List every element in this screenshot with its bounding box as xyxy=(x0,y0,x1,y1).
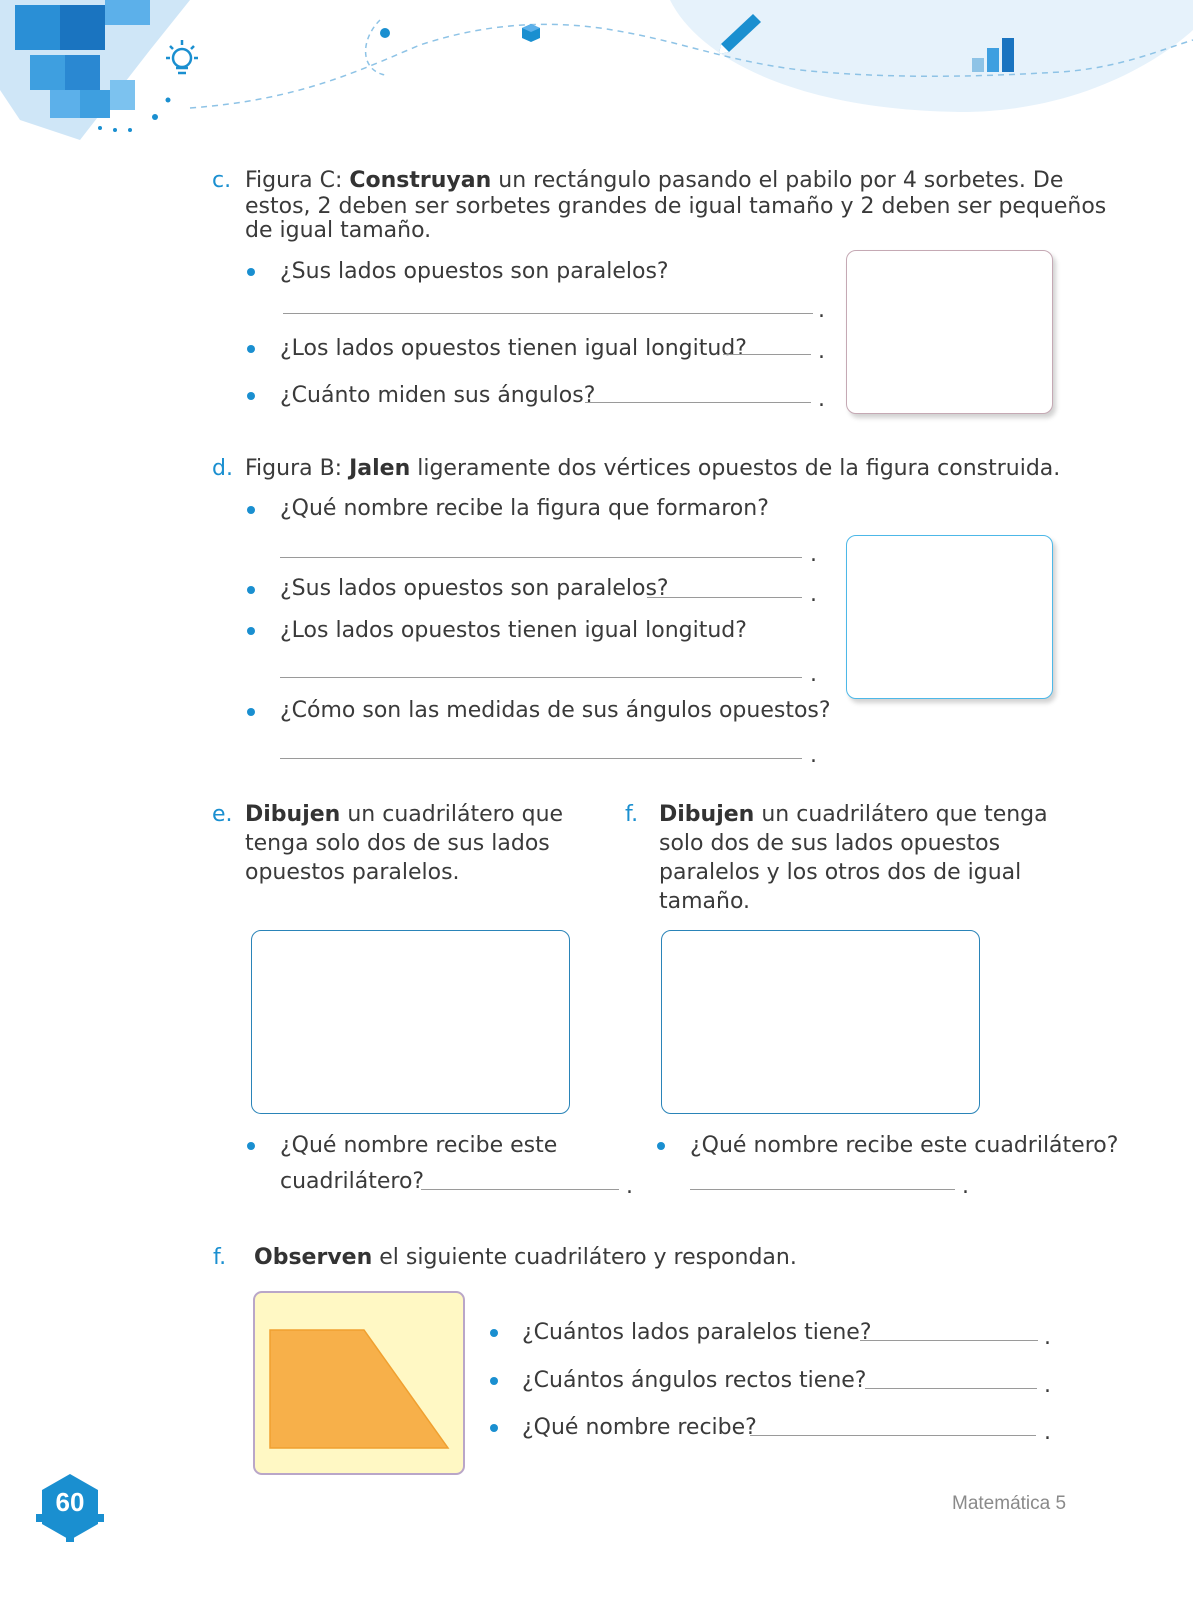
section-f1-letter: f. xyxy=(625,802,639,827)
section-f1-line2: solo dos de sus lados opuestos xyxy=(659,831,1001,856)
bullet xyxy=(247,268,255,276)
section-d-rest: ligeramente dos vértices opuestos de la figura construida. xyxy=(410,456,1061,481)
period: . xyxy=(962,1174,969,1199)
section-c-q2: ¿Los lados opuestos tienen igual longitud? xyxy=(280,336,747,361)
section-f1-verb: Dibujen xyxy=(659,802,755,827)
lightbulb-icon xyxy=(160,38,204,86)
book-title: Matemática 5 xyxy=(952,1493,1067,1514)
bullet xyxy=(247,345,255,353)
period: . xyxy=(818,298,825,323)
section-d-line1 xyxy=(212,456,1061,482)
answer-line-c3[interactable] xyxy=(585,402,811,403)
section-d-q3: ¿Los lados opuestos tienen igual longitud? xyxy=(280,618,747,643)
section-e-rest: un cuadrilátero que xyxy=(340,802,564,827)
section-c-letter: c. xyxy=(212,168,232,193)
page-number: 60 xyxy=(55,1487,85,1517)
trapezoid-figure xyxy=(252,1290,468,1482)
drawing-box-c[interactable] xyxy=(846,250,1053,414)
section-d-prefix: Figura B: xyxy=(245,456,350,481)
section-c-prefix: Figura C: xyxy=(245,168,350,193)
section-d-letter: d. xyxy=(212,456,233,481)
answer-line-e[interactable] xyxy=(421,1189,619,1190)
section-c-line3: de igual tamaño. xyxy=(245,218,432,243)
section-e-letter: e. xyxy=(212,802,233,827)
bullet xyxy=(247,392,255,400)
bullet xyxy=(490,1424,498,1432)
answer-line-f2-1[interactable] xyxy=(860,1340,1038,1341)
answer-line-c2[interactable] xyxy=(723,354,811,355)
section-f2-verb: Observen xyxy=(254,1245,373,1270)
answer-line-f1[interactable] xyxy=(690,1189,955,1190)
answer-line-d2[interactable] xyxy=(647,597,802,598)
period: . xyxy=(810,542,817,567)
section-c-line2: estos, 2 deben ser sorbetes grandes de igual tamaño y 2 deben ser pequeños xyxy=(245,194,1107,219)
section-c-line1 xyxy=(212,168,1064,194)
bullet xyxy=(247,586,255,594)
period: . xyxy=(810,582,817,607)
period: . xyxy=(1044,1420,1051,1445)
answer-line-d1[interactable] xyxy=(280,557,802,558)
bullet xyxy=(490,1377,498,1385)
section-f2-q3: ¿Qué nombre recibe? xyxy=(522,1415,757,1440)
bullet xyxy=(490,1329,498,1337)
section-f1-line3: paralelos y los otros dos de igual xyxy=(659,860,1022,885)
section-d-q4: ¿Cómo son las medidas de sus ángulos opuestos? xyxy=(280,698,831,723)
bar-chart-icon xyxy=(970,36,1020,80)
bullet xyxy=(247,1142,255,1150)
section-e-line2: tenga solo dos de sus lados xyxy=(245,831,550,856)
period: . xyxy=(626,1174,633,1199)
bullet xyxy=(247,627,255,635)
period: . xyxy=(818,339,825,364)
period: . xyxy=(1044,1373,1051,1398)
section-e-q-line1: ¿Qué nombre recibe este xyxy=(280,1133,558,1158)
drawing-box-e[interactable] xyxy=(251,930,570,1114)
section-f2-rest: el siguiente cuadrilátero y respondan. xyxy=(372,1245,797,1270)
section-c-q3: ¿Cuánto miden sus ángulos? xyxy=(280,383,596,408)
section-f2-q1: ¿Cuántos lados paralelos tiene? xyxy=(522,1320,872,1345)
section-f2-q2: ¿Cuántos ángulos rectos tiene? xyxy=(522,1368,867,1393)
section-d-verb: Jalen xyxy=(349,456,411,481)
section-f2-line1 xyxy=(213,1245,797,1271)
answer-line-f2-3[interactable] xyxy=(750,1435,1036,1436)
cube-icon xyxy=(520,22,542,48)
section-f1-line4: tamaño. xyxy=(659,889,751,914)
bullet xyxy=(247,708,255,716)
period: . xyxy=(818,387,825,412)
section-e-q-line2: cuadrilátero? xyxy=(280,1169,425,1194)
section-c-rest: un rectángulo pasando el pabilo por 4 sorbetes. De xyxy=(491,168,1064,193)
page-number-badge xyxy=(34,1472,106,1548)
section-d-q2: ¿Sus lados opuestos son paralelos? xyxy=(280,576,669,601)
section-e-line1 xyxy=(212,802,564,828)
bullet xyxy=(247,506,255,514)
answer-line-d4[interactable] xyxy=(280,758,802,759)
period: . xyxy=(1044,1325,1051,1350)
answer-line-f2-2[interactable] xyxy=(865,1388,1037,1389)
period: . xyxy=(810,662,817,687)
section-c-q1: ¿Sus lados opuestos son paralelos? xyxy=(280,259,669,284)
section-d-q1: ¿Qué nombre recibe la figura que formaron? xyxy=(280,496,769,521)
period: . xyxy=(810,743,817,768)
drawing-box-d[interactable] xyxy=(846,535,1053,699)
section-f2-letter: f. xyxy=(213,1245,227,1270)
section-f1-q: ¿Qué nombre recibe este cuadrilátero? xyxy=(690,1133,1119,1158)
answer-line-c1[interactable] xyxy=(283,313,813,314)
pencil-icon xyxy=(715,12,765,60)
bullet xyxy=(657,1142,665,1150)
section-e-line3: opuestos paralelos. xyxy=(245,860,460,885)
section-f1-line1 xyxy=(625,802,1048,828)
section-f1-rest: un cuadrilátero que tenga xyxy=(754,802,1048,827)
drawing-box-f[interactable] xyxy=(661,930,980,1114)
answer-line-d3[interactable] xyxy=(280,677,802,678)
section-e-verb: Dibujen xyxy=(245,802,341,827)
section-c-verb: Construyan xyxy=(349,168,492,193)
